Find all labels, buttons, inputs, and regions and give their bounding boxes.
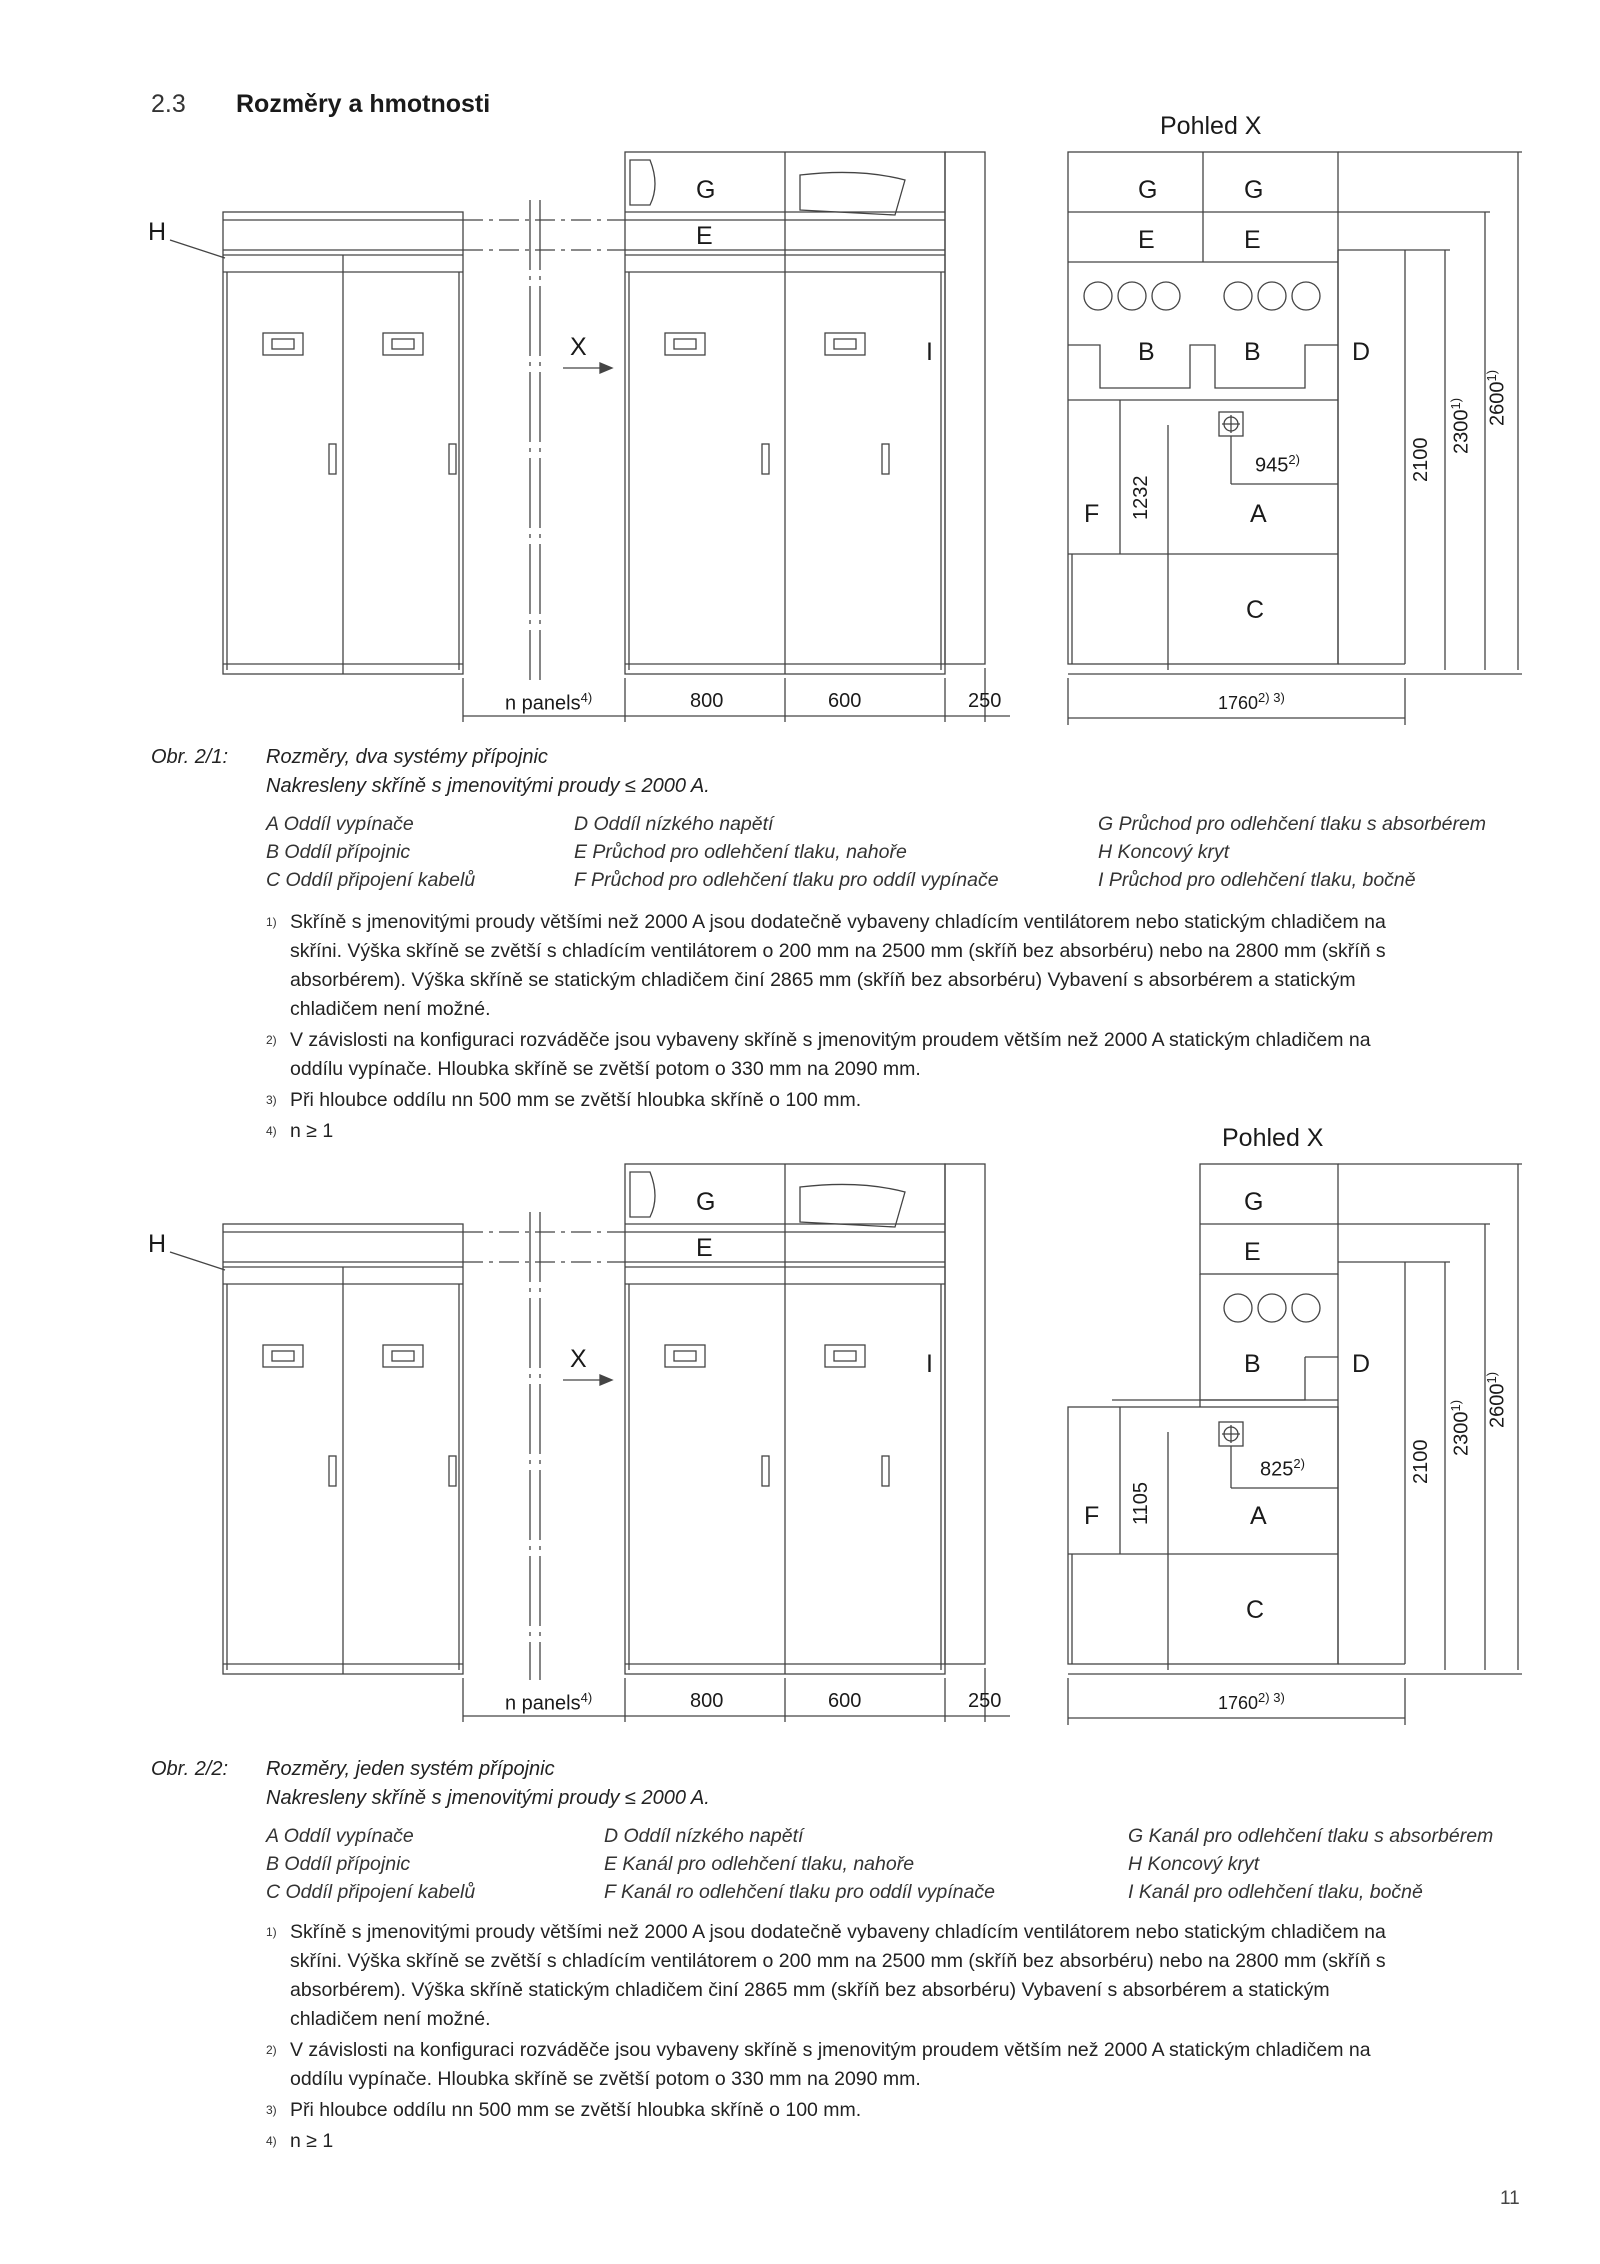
fig2-dim-1105: 1105: [1130, 1481, 1152, 1525]
fig2-label-i: I: [926, 1350, 933, 1378]
fig1-legend-col3: G Průchod pro odlehčení tlaku s absorbérem H Koncový kryt I Průchod pro odlehčení tlaku, bočně: [1098, 813, 1487, 891]
figure-2-drawing: [0, 1012, 1600, 1752]
fig1-front-e: E: [696, 222, 713, 250]
fig2-dim-1760: $1760^{2) 3)}$: [1218, 1690, 1285, 1713]
fig2-legend-col1: A Oddíl vypínače B Oddíl přípojnic C Oddíl připojení kabelů: [266, 1825, 476, 1903]
fig2-note-3: 3) Při hloubce oddílu nn 500 mm se zvětší hloubka skříně o 100 mm.: [266, 2099, 862, 2121]
fig2-side-c: C: [1246, 1596, 1265, 1624]
fig1-dim-250: 250: [968, 690, 1002, 712]
fig1-caption-line2: Nakresleny skříně s jmenovitými proudy ≤ 2000 A.: [266, 775, 710, 797]
fig1-side-g1: G: [1138, 176, 1158, 204]
fig2-label-h: H: [148, 1230, 167, 1258]
fig2-front-g: G: [696, 1188, 716, 1216]
fig1-side-a: A: [1250, 500, 1267, 528]
fig1-note-3: 3) Při hloubce oddílu nn 500 mm se zvětší hloubka skříně o 100 mm.: [266, 1089, 862, 1111]
page-number: 11: [1500, 2188, 1520, 2209]
fig2-dim-600: 600: [828, 1690, 862, 1712]
fig1-view-title: Pohled X: [1160, 112, 1262, 140]
fig1-side-b2: B: [1244, 338, 1261, 366]
fig1-dim-2600: 2600$^{1)}$: [1484, 369, 1509, 426]
fig1-dim-800: 800: [690, 690, 724, 712]
fig2-dim-2600: 2600$^{1)}$: [1484, 1371, 1509, 1428]
fig2-legend-col3: G Kanál pro odlehčení tlaku s absorbérem H Koncový kryt I Kanál pro odlehčení tlaku, bočně: [1128, 1825, 1494, 1903]
fig2-note-1: 1) Skříně s jmenovitými proudy většími než 2000 A jsou dodatečně vybaveny chladícím ventilátorem nebo statickým chladičem na skříni. Výška skříně se zvětší s chladícím ventilátorem o 200 mm na 2500 mm (skříň bez absorbéru) nebo na 2800 mm (skříň s absorbérem). Výška skříně statickým chladičem činí 2865 mm (skříň bez absorbéru) Vybavení s absorbérem a statickým chladičem není možné.: [266, 1921, 1386, 2030]
fig1-side-c: C: [1246, 596, 1265, 624]
fig2-dim-2100: 2100: [1410, 1439, 1432, 1484]
fig2-side-a: A: [1250, 1502, 1267, 1530]
fig1-side-b1: B: [1138, 338, 1155, 366]
fig2-dim-250: 250: [968, 1690, 1002, 1712]
fig1-side-f: F: [1084, 500, 1100, 528]
fig1-dim-600: 600: [828, 690, 862, 712]
fig1-dim-945: 945$^{2)}$: [1255, 452, 1300, 477]
section-number: 2.3: [151, 90, 186, 118]
fig1-side-g2: G: [1244, 176, 1264, 204]
fig2-side-e: E: [1244, 1238, 1261, 1266]
fig2-dim-825: 825$^{2)}$: [1260, 1456, 1305, 1481]
fig1-label-x: X: [570, 333, 587, 361]
fig1-dim-1232: 1232: [1130, 475, 1152, 520]
fig2-side-d: D: [1352, 1350, 1371, 1378]
fig2-side-b: B: [1244, 1350, 1261, 1378]
fig2-caption-line1: Rozměry, jeden systém přípojnic: [266, 1758, 555, 1780]
fig1-caption-line1: Rozměry, dva systémy přípojnic: [266, 746, 548, 768]
fig1-legend-col1: A Oddíl vypínače B Oddíl přípojnic C Oddíl připojení kabelů: [266, 813, 476, 891]
section-title: Rozměry a hmotnosti: [236, 90, 491, 118]
fig1-note-1: 1) Skříně s jmenovitými proudy většími než 2000 A jsou dodatečně vybaveny chladícím ventilátorem nebo statickým chladičem na skříni. Výška skříně se zvětší s chladícím ventilátorem o 200 mm na 2500 mm (skříň bez absorbéru) nebo na 2800 mm (skříň s absorbérem). Výška skříně se statickým chladičem činí 2865 mm (skříň bez absorbéru) Vybavení s absorbérem a statickým chladičem není možné.: [266, 911, 1386, 1020]
fig1-dim-n-panels: n panels$^{4)}$: [505, 690, 593, 715]
fig2-note-2: 2) V závislosti na konfiguraci rozváděče jsou vybaveny skříně s jmenovitým proudem větším než 2000 A statickým chladičem na oddílu vypínače. Hloubka skříně se zvětší potom o 330 mm na 2090 mm.: [266, 2039, 1371, 2090]
figure-1-drawing: [0, 0, 1600, 740]
fig2-label-x: X: [570, 1345, 587, 1373]
fig1-label-i: I: [926, 338, 933, 366]
fig1-note-4: 4) n ≥ 1: [266, 1120, 334, 1142]
fig1-front-g: G: [696, 176, 716, 204]
fig2-caption-label: Obr. 2/2:: [151, 1758, 229, 1780]
fig2-caption-line2: Nakresleny skříně s jmenovitými proudy ≤ 2000 A.: [266, 1787, 710, 1809]
fig2-note-4: 4) n ≥ 1: [266, 2130, 334, 2152]
fig1-label-h: H: [148, 218, 167, 246]
fig1-note-2: 2) V závislosti na konfiguraci rozváděče jsou vybaveny skříně s jmenovitým proudem větším než 2000 A statickým chladičem na oddílu vypínače. Hloubka skříně se zvětší potom o 330 mm na 2090 mm.: [266, 1029, 1371, 1080]
fig2-side-g: G: [1244, 1188, 1264, 1216]
fig2-dim-n-panels: n panels$^{4)}$: [505, 1690, 593, 1715]
fig2-dim-2300: 2300$^{1)}$: [1448, 1399, 1473, 1456]
fig2-front-e: E: [696, 1234, 713, 1262]
fig1-dim-2100: 2100: [1410, 437, 1432, 482]
fig1-side-e2: E: [1244, 226, 1261, 254]
fig2-side-f: F: [1084, 1502, 1100, 1530]
fig1-legend-col2: D Oddíl nízkého napětí E Průchod pro odlehčení tlaku, nahoře F Průchod pro odlehčení tlaku pro oddíl vypínače: [574, 813, 999, 891]
fig1-caption-label: Obr. 2/1:: [151, 746, 229, 768]
fig2-view-title: Pohled X: [1222, 1124, 1324, 1152]
fig2-notes: [266, 1918, 1566, 2156]
fig1-dim-2300: 2300$^{1)}$: [1448, 397, 1473, 454]
fig1-side-d: D: [1352, 338, 1371, 366]
fig1-dim-1760: $1760^{2) 3)}$: [1218, 690, 1285, 713]
fig1-side-e1: E: [1138, 226, 1155, 254]
fig2-dim-800: 800: [690, 1690, 724, 1712]
fig2-legend-col2: D Oddíl nízkého napětí E Kanál pro odlehčení tlaku, nahoře F Kanál ro odlehčení tlaku pro oddíl vypínače: [604, 1825, 995, 1903]
